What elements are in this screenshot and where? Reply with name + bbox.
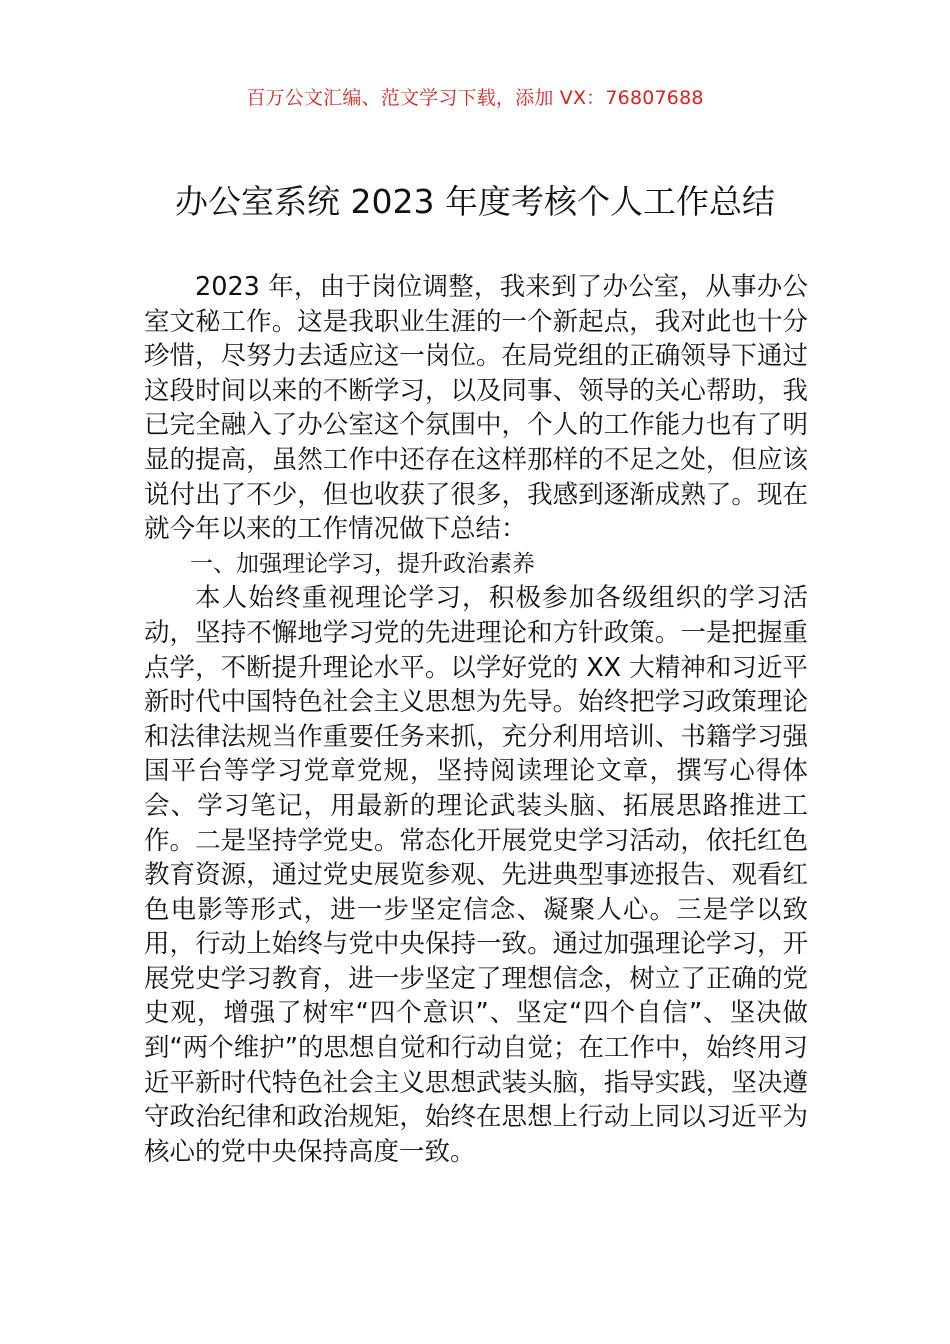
paragraph-intro: 2023 年，由于岗位调整，我来到了办公室，从事办公室文秘工作。这是我职业生涯的一个新起点，我对此也十分珍惜，尽努力去适应这一岗位。在局党组的正确领导下通过这段时间以来的不断学习，以及同事、领导的关心帮助，我已完全融入了办公室这个氛围中，个人的工作能力也有了明显的提高，虽然工作中还存在这样那样的不足之处，但应该说付出了不少，但也收获了很多，我感到逐渐成熟了。现在就今年以来的工作情况做下总结：: [144, 272, 808, 545]
header-note: 百万公文汇编、范文学习下载，添加 VX：76807688: [246, 87, 704, 109]
paragraph-section-1: 本人始终重视理论学习，积极参加各级组织的学习活动，坚持不懈地学习党的先进理论和方针政策。一是把握重点学，不断提升理论水平。以学好党的 XX 大精神和习近平新时代中国特色社会主义思想为先导。始终把学习政策理论和法律法规当作重要任务来抓，充分利用培训、书籍学习强国平台等学习党章党规，坚持阅读理论文章，撰写心得体会、学习笔记，用最新的理论武装头脑、拓展思路推进工作。二是坚持学党史。常态化开展党史学习活动，依托红色教育资源，通过党史展览参观、先进典型事迹报告、观看红色电影等形式，进一步坚定信念、凝聚人心。三是学以致用，行动上始终与党中央保持一致。通过加强理论学习，开展党史学习教育，进一步坚定了理想信念，树立了正确的党史观，增强了树牢“四个意识”、坚定“四个自信”、坚决做到“两个维护”的思想自觉和行动自觉；在工作中，始终用习近平新时代特色社会主义思想武装头脑，指导实践，坚决遵守政治纪律和政治规矩，始终在思想上行动上同以习近平为核心的党中央保持高度一致。: [144, 583, 808, 1167]
document-body: [144, 270, 808, 1169]
document-title: 办公室系统 2023 年度考核个人工作总结: [175, 182, 775, 221]
section-heading-1: 一、加强理论学习，提升政治素养: [190, 550, 535, 577]
